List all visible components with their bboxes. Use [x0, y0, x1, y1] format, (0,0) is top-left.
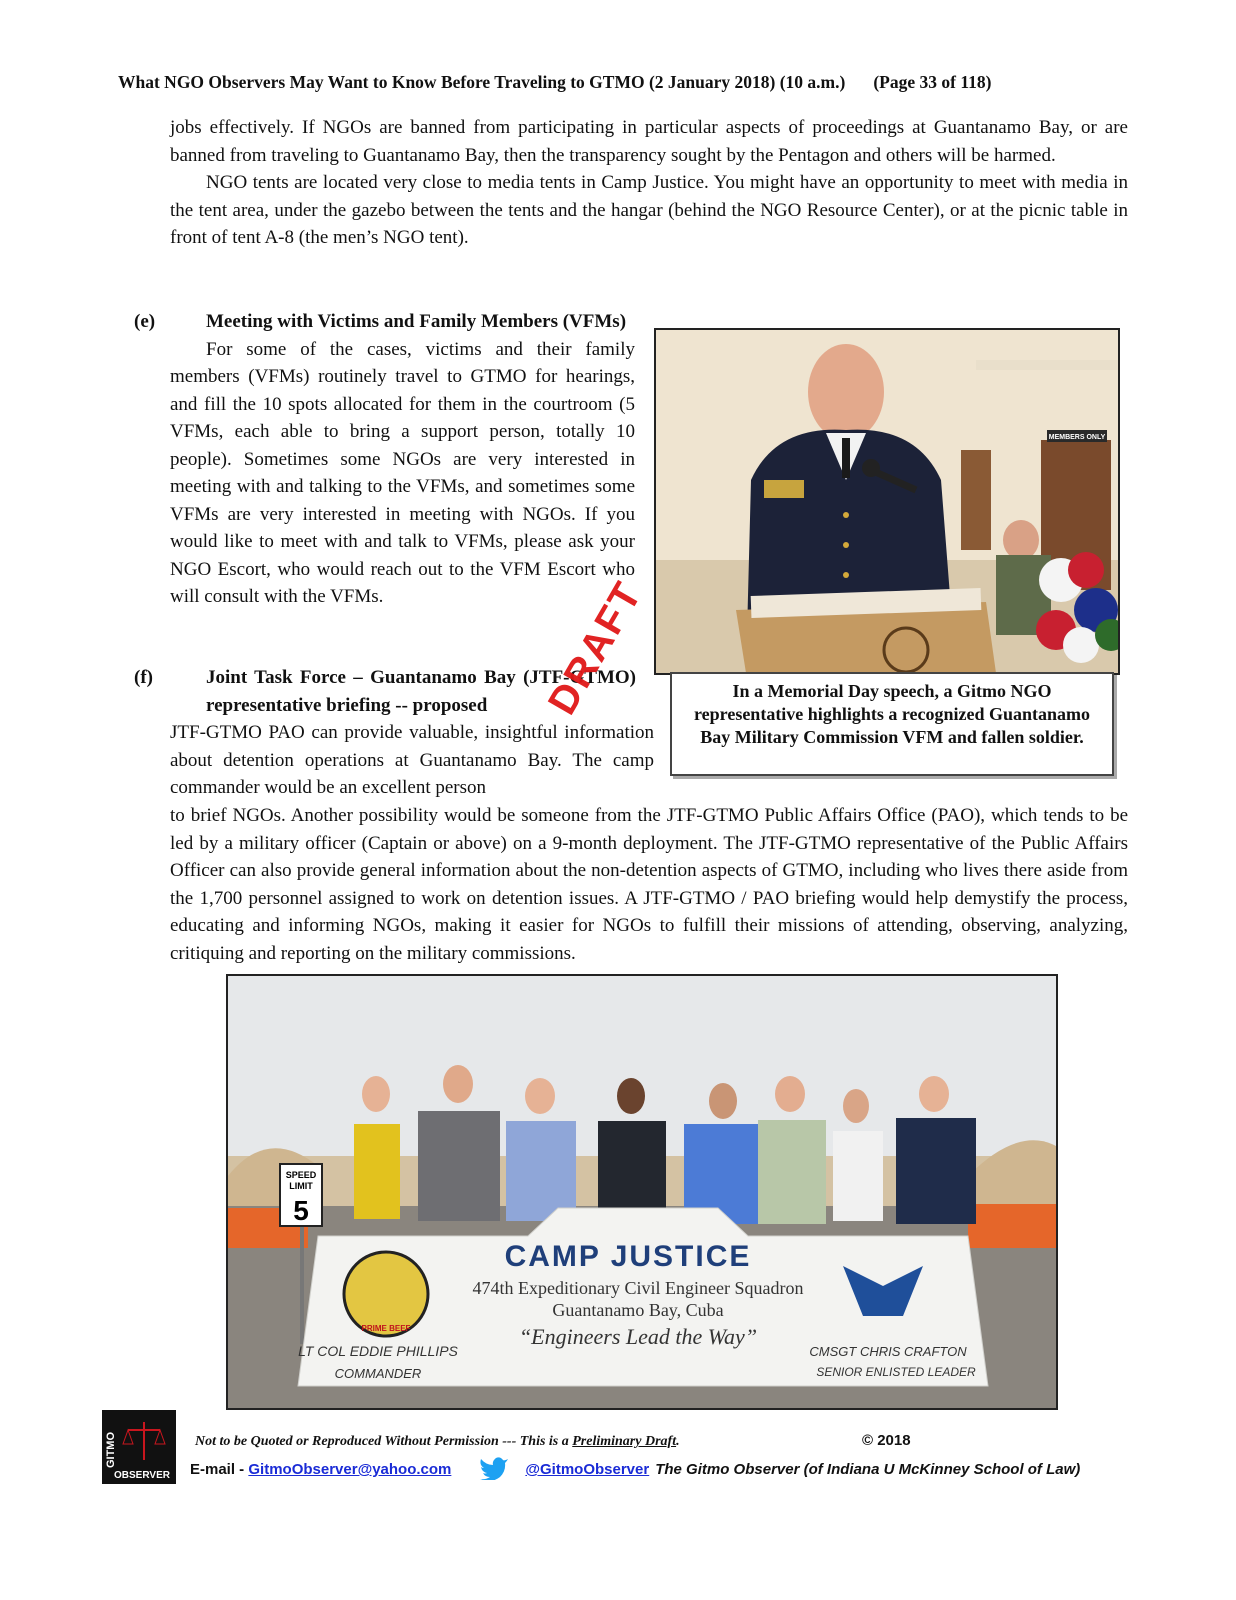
banner-line-2: Guantanamo Bay, Cuba: [552, 1300, 724, 1320]
twitter-bird-icon: [479, 1456, 513, 1484]
section-f-title: Joint Task Force – Guantanamo Bay (JTF-GTMO) representative briefing -- proposed: [206, 667, 636, 716]
logo-top-text: GITMO: [105, 1431, 117, 1469]
section-e-tag: (e): [134, 311, 156, 332]
speed-sign-value: 5: [293, 1195, 309, 1226]
email-label: E-mail -: [190, 1460, 249, 1478]
notice-end: .: [676, 1434, 680, 1449]
memorial-day-illustration: [656, 330, 1118, 673]
paragraph-4b: to brief NGOs. Another possibility would be someone from the JTF-GTMO Public Affairs Office (PAO), which tends to be led by a military officer (Captain or above) on a 9-month deployment. The JTF-GTMO representative of the Public Affairs Officer can also provide general information about the non-detention aspects of GTMO, including who lives there aside from the 1,700 personnel assigned to work on detention issues. A JTF-GTMO / PAO briefing would help demystify the process, educating and informing NGOs, making it easier for NGOs to fulfill their missions of attending, observing, analyzing, critiquing and reporting on the military commissions.: [170, 805, 1128, 964]
members-only-sign: MEMBERS ONLY: [1048, 434, 1106, 441]
speed-sign-line1: SPEED: [285, 1170, 317, 1180]
scales-icon: [102, 1410, 176, 1484]
emblem-text: PRIME BEEF: [361, 1324, 411, 1333]
paragraph-3: For some of the cases, victims and their family members (VFMs) routinely travel to GTMO for hearings, and fill the 10 spots allocated for them in the courtroom (5 VFMs, each able to bring a support person, totally 10 people). Sometimes some NGOs are very interested in meeting with and talking to the VFMs, and sometimes some VFMs are very interested in meeting with NGOs. If you would like to meet with and talk to VFMs, please ask your NGO Escort, who would reach out to the VFM Escort who will consult with the VFMs.: [170, 338, 635, 607]
organization-name: The Gitmo Observer (of Indiana U McKinney School of Law): [655, 1460, 1081, 1478]
right-role: SENIOR ENLISTED LEADER: [816, 1365, 976, 1379]
section-e: [134, 308, 635, 611]
draft-watermark: DRAFT: [540, 573, 651, 722]
intro-text: [170, 114, 1128, 252]
preliminary-draft-label: Preliminary Draft: [572, 1434, 677, 1449]
twitter-handle-link[interactable]: @GitmoObserver: [525, 1460, 650, 1478]
banner-title: CAMP JUSTICE: [504, 1240, 752, 1273]
section-f-tag: (f): [134, 667, 153, 688]
copyright: © 2018: [862, 1432, 911, 1449]
logo-bottom-text: OBSERVER: [114, 1470, 170, 1481]
section-e-title: Meeting with Victims and Family Members (VFMs): [206, 311, 627, 332]
banner-line-1: 474th Expeditionary Civil Engineer Squadron: [472, 1278, 804, 1298]
left-name: LT COL EDDIE PHILLIPS: [298, 1343, 458, 1359]
footer-contact: [190, 1456, 1080, 1484]
camp-justice-photo: [226, 974, 1058, 1410]
speed-sign-line2: LIMIT: [289, 1181, 313, 1191]
page-header: [118, 72, 1118, 93]
left-role: COMMANDER: [334, 1366, 422, 1381]
section-e-heading: [134, 308, 635, 336]
paragraph-2: NGO tents are located very close to media tents in Camp Justice. You might have an opportunity to meet with media in the tent area, under the gazebo between the tents and the hangar (behind the NGO Resource Center), or at the picnic table in front of tent A-8 (the men’s NGO tent).: [170, 172, 1128, 248]
camp-justice-illustration: [228, 976, 1056, 1408]
paragraph-1: jobs effectively. If NGOs are banned from participating in particular aspects of proceedings at Guantanamo Bay, or are banned from traveling to Guantanamo Bay, then the transparency sought by the Pentagon and others will be harmed.: [170, 117, 1128, 166]
email-link[interactable]: GitmoObserver@yahoo.com: [248, 1460, 452, 1478]
footer-notice: [195, 1434, 680, 1450]
banner-line-3: “Engineers Lead the Way”: [518, 1324, 758, 1349]
photo-caption: In a Memorial Day speech, a Gitmo NGO representative highlights a recognized Guantanamo Bay Military Commission VFM and fallen soldier.: [670, 672, 1114, 776]
notice-text: Not to be Quoted or Reproduced Without Permission --- This is a: [195, 1434, 573, 1449]
section-f-continued: [170, 802, 1128, 967]
memorial-day-photo: [654, 328, 1120, 675]
document-title: What NGO Observers May Want to Know Before Traveling to GTMO (2 January 2018) (10 a.m.): [118, 72, 846, 92]
page-number: (Page 33 of 118): [873, 72, 992, 92]
paragraph-4a: JTF-GTMO PAO can provide valuable, insightful information about detention operations at Guantanamo Bay. The camp commander would be an excellent person: [170, 722, 654, 798]
gitmo-observer-logo: [102, 1410, 176, 1484]
right-name: CMSGT CHRIS CRAFTON: [809, 1344, 967, 1359]
